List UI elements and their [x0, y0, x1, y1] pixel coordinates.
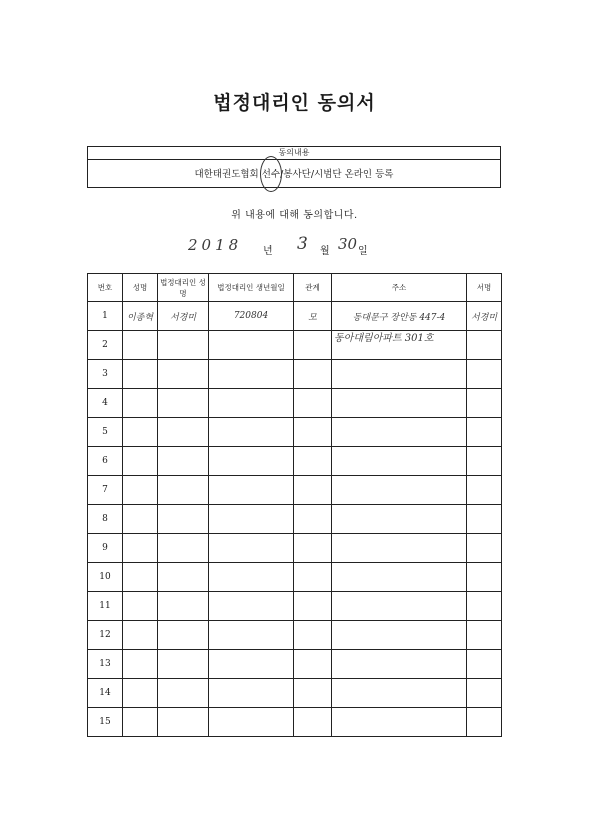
cell-number	[88, 650, 123, 679]
cell-address	[332, 360, 467, 389]
table-header-row	[88, 274, 502, 302]
cell-address	[332, 418, 467, 447]
cell-guardian-birthdate	[209, 505, 294, 534]
cell-address	[332, 302, 467, 344]
cell-address	[332, 621, 467, 650]
cell-number-text: 5	[102, 427, 108, 437]
cell-guardian-birthdate	[209, 534, 294, 563]
cell-relation	[294, 679, 332, 708]
table-row	[88, 534, 502, 563]
cell-signature	[467, 650, 502, 679]
cell-name	[123, 650, 158, 679]
cell-number	[88, 708, 123, 737]
header-guardian-birthdate: 법정대리인 생년월일	[209, 274, 294, 302]
cell-signature	[467, 592, 502, 621]
consent-body-text: 대한태권도협회 선수/봉사단/시범단 온라인 등록	[194, 169, 394, 180]
cell-guardian-name	[158, 389, 209, 418]
cell-address	[332, 331, 467, 360]
header-address: 주소	[332, 274, 467, 302]
cell-number	[88, 679, 123, 708]
header-signature: 서명	[467, 274, 502, 302]
cell-guardian-name	[158, 679, 209, 708]
cell-guardian-name	[158, 331, 209, 360]
cell-signature	[467, 621, 502, 650]
cell-relation	[294, 708, 332, 737]
cell-signature-text: 서경미	[470, 312, 498, 323]
cell-number-text: 14	[99, 688, 111, 698]
cell-guardian-birthdate	[209, 476, 294, 505]
header-guardian-name: 법정대리인 성명	[158, 274, 209, 302]
cell-signature	[467, 708, 502, 737]
cell-guardian-birthdate	[209, 447, 294, 476]
cell-number-text: 15	[99, 717, 111, 727]
cell-number-text: 10	[99, 572, 111, 582]
cell-guardian-name	[158, 621, 209, 650]
cell-guardian-name-text: 서경미	[169, 312, 197, 323]
cell-number-text: 9	[102, 543, 108, 553]
cell-guardian-birthdate	[209, 418, 294, 447]
cell-number-text: 4	[102, 398, 108, 408]
cell-relation	[294, 447, 332, 476]
cell-guardian-birthdate	[209, 708, 294, 737]
cell-guardian-birthdate-text: 720804	[233, 311, 269, 321]
cell-address	[332, 592, 467, 621]
cell-name	[123, 418, 158, 447]
cell-number	[88, 360, 123, 389]
cell-guardian-birthdate	[209, 331, 294, 360]
cell-guardian-birthdate	[209, 621, 294, 650]
cell-relation	[294, 331, 332, 360]
cell-guardian-name	[158, 563, 209, 592]
table-row	[88, 447, 502, 476]
table-body	[88, 302, 502, 737]
cell-relation	[294, 505, 332, 534]
cell-guardian-name	[158, 476, 209, 505]
cell-number-text: 3	[102, 369, 108, 379]
cell-name	[123, 505, 158, 534]
cell-signature	[467, 476, 502, 505]
cell-name	[123, 592, 158, 621]
table-row	[88, 563, 502, 592]
cell-signature	[467, 331, 502, 360]
cell-address	[332, 534, 467, 563]
date-year: 2018	[188, 236, 243, 254]
cell-name-text: 이종혁	[126, 312, 154, 323]
cell-guardian-name	[158, 650, 209, 679]
cell-address	[332, 447, 467, 476]
cell-number-text: 1	[102, 311, 108, 321]
guardian-roster-table	[87, 273, 502, 737]
cell-name	[123, 708, 158, 737]
cell-guardian-birthdate	[209, 389, 294, 418]
cell-address-text: 동대문구 장안동 447-4	[352, 312, 446, 323]
cell-number	[88, 621, 123, 650]
cell-guardian-name	[158, 505, 209, 534]
cell-guardian-birthdate	[209, 650, 294, 679]
cell-number-text: 11	[99, 601, 111, 611]
cell-guardian-name	[158, 418, 209, 447]
header-relation: 관계	[294, 274, 332, 302]
cell-name	[123, 389, 158, 418]
cell-address	[332, 389, 467, 418]
cell-guardian-birthdate	[209, 563, 294, 592]
table-row	[88, 360, 502, 389]
cell-number	[88, 505, 123, 534]
cell-address	[332, 505, 467, 534]
cell-name	[123, 447, 158, 476]
table-row	[88, 418, 502, 447]
cell-signature	[467, 360, 502, 389]
date-day: 30	[338, 235, 358, 253]
cell-address	[332, 563, 467, 592]
cell-guardian-birthdate	[209, 360, 294, 389]
cell-number-text: 8	[102, 514, 108, 524]
signature-date	[0, 232, 589, 262]
table-row	[88, 650, 502, 679]
cell-guardian-birthdate	[209, 592, 294, 621]
handwritten-circle-mark	[260, 156, 282, 192]
date-month: 3	[297, 234, 308, 254]
table-row	[88, 679, 502, 708]
cell-signature	[467, 418, 502, 447]
consent-heading: 동의내용	[88, 147, 500, 160]
cell-address	[332, 679, 467, 708]
table-row	[88, 505, 502, 534]
cell-number-text: 6	[102, 456, 108, 466]
cell-signature	[467, 389, 502, 418]
cell-number-text: 13	[99, 659, 111, 669]
cell-relation	[294, 621, 332, 650]
cell-number	[88, 331, 123, 360]
cell-address	[332, 650, 467, 679]
table-row	[88, 708, 502, 737]
cell-number	[88, 447, 123, 476]
cell-signature	[467, 534, 502, 563]
cell-number	[88, 418, 123, 447]
cell-address	[332, 476, 467, 505]
date-month-label: 월	[320, 246, 330, 257]
cell-relation	[294, 302, 332, 331]
cell-name	[123, 621, 158, 650]
cell-signature	[467, 563, 502, 592]
cell-number	[88, 476, 123, 505]
cell-number	[88, 302, 123, 331]
consent-body	[88, 160, 500, 189]
cell-number-text: 12	[99, 630, 111, 640]
cell-relation	[294, 360, 332, 389]
table-row	[88, 592, 502, 621]
cell-guardian-birthdate	[209, 679, 294, 708]
cell-number-text: 7	[102, 485, 108, 495]
cell-number	[88, 592, 123, 621]
cell-guardian-name	[158, 708, 209, 737]
cell-guardian-name	[158, 534, 209, 563]
cell-name	[123, 331, 158, 360]
agreement-statement: 위 내용에 대해 동의합니다.	[231, 210, 358, 221]
cell-relation	[294, 650, 332, 679]
cell-guardian-name	[158, 447, 209, 476]
cell-signature	[467, 447, 502, 476]
cell-signature	[467, 505, 502, 534]
cell-address	[332, 708, 467, 737]
cell-name	[123, 360, 158, 389]
cell-relation	[294, 418, 332, 447]
cell-number-text: 2	[102, 340, 108, 350]
cell-guardian-name	[158, 360, 209, 389]
cell-relation	[294, 389, 332, 418]
cell-signature	[467, 679, 502, 708]
cell-name	[123, 476, 158, 505]
header-name: 성명	[123, 274, 158, 302]
cell-address-line2-text: 동아대림아파트 301호	[334, 333, 434, 344]
cell-relation	[294, 563, 332, 592]
cell-name	[123, 679, 158, 708]
cell-number	[88, 563, 123, 592]
table-row	[88, 302, 502, 331]
cell-name	[123, 534, 158, 563]
table-row	[88, 621, 502, 650]
cell-signature	[467, 302, 502, 331]
cell-name	[123, 302, 158, 331]
date-day-label: 일	[358, 246, 368, 257]
cell-number	[88, 389, 123, 418]
cell-number	[88, 534, 123, 563]
consent-content-box	[87, 146, 501, 188]
cell-relation	[294, 476, 332, 505]
table-row	[88, 476, 502, 505]
cell-relation	[294, 592, 332, 621]
document-title: 법정대리인 동의서	[213, 92, 376, 114]
cell-relation-text: 모	[308, 312, 317, 323]
table-row	[88, 331, 502, 360]
cell-relation	[294, 534, 332, 563]
cell-guardian-name	[158, 592, 209, 621]
table-row	[88, 389, 502, 418]
cell-name	[123, 563, 158, 592]
date-year-label: 년	[263, 246, 273, 257]
header-number: 번호	[88, 274, 123, 302]
cell-guardian-name	[158, 302, 209, 331]
cell-guardian-birthdate	[209, 302, 294, 331]
